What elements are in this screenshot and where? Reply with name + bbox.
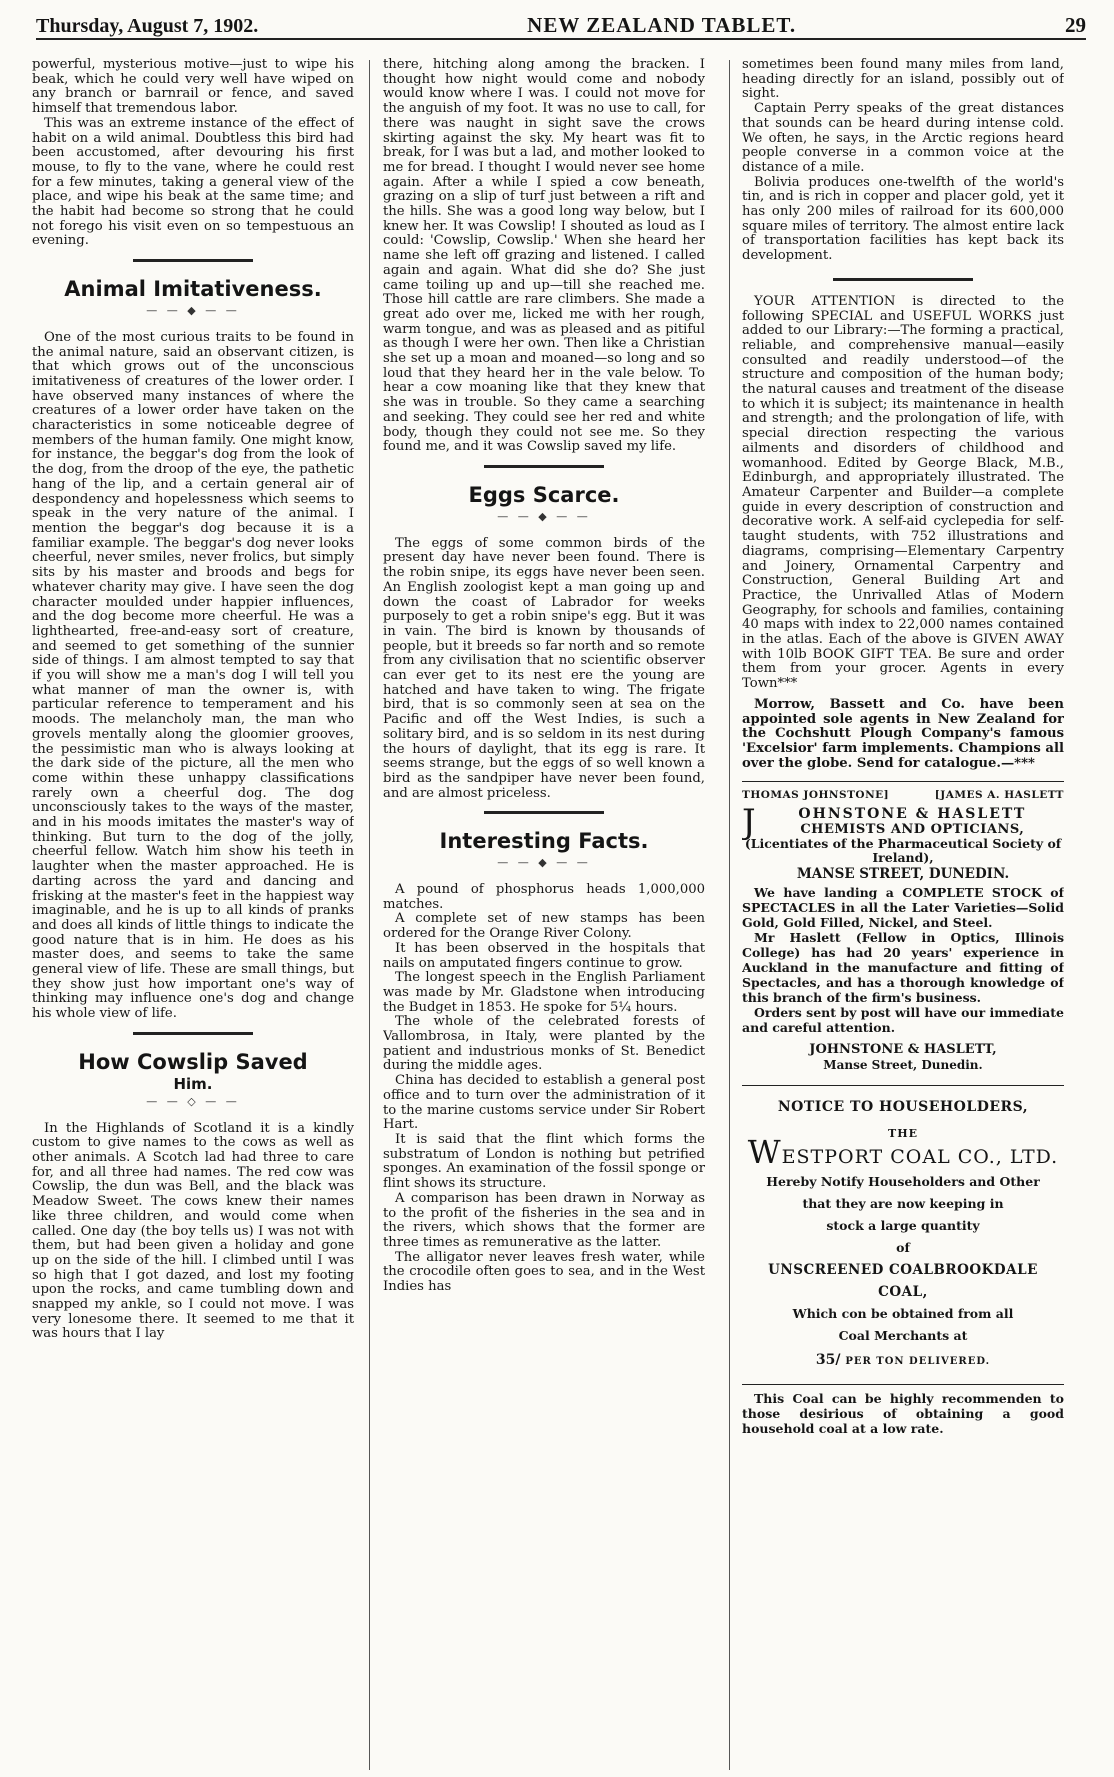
advert-partner-names: [742, 788, 1064, 803]
column-3: [742, 58, 1064, 1770]
fact-paragraph: A pound of phosphorus heads 1,000,000 matches.: [383, 882, 705, 912]
coal-line: Coal Merchants at: [838, 1327, 968, 1343]
heading-animal-imitativeness: Animal Imitativeness.: [64, 277, 322, 302]
article-paragraph: The eggs of some common birds of the present day have never been found. There is the robin snipe, its eggs have never been seen. An English zoologist kept a man going up and down the coast of Labrador for weeks purposely to get a robin snipe's egg. But it was in vain. The bird is known by thousands of people, but it breeds so far north and so remote from any civilisation that no scientific observer can ever get to its nest ere the young are hatched and have taken to wing. The frigate bird, that is so commonly seen at sea on the Pacific and off the West Indies, is such a solitary bird, and is so seldom in its nest during the hours of daylight, that its egg is rare. It seems strange, but the eggs of so well known a bird as the sandpiper have never been found, and are almost priceless.: [383, 535, 705, 801]
column-divider: [729, 60, 730, 1770]
column-2: [383, 58, 705, 1770]
firm-name: OHNSTONE & HASLETT: [798, 806, 1027, 823]
section-rule: [484, 465, 604, 468]
article-paragraph: powerful, mysterious motive—just to wipe his beak, which he could very well have wiped on any branch or barnrail or fence, and saved himself that tremendous labor.: [32, 58, 354, 117]
coal-line: that they are now keeping in: [802, 1195, 1004, 1211]
article-paragraph: sometimes been found many miles from land, heading directly for an island, possibly out of sight.: [742, 58, 1064, 102]
firm-profession: CHEMISTS AND OPTICIANS,: [800, 821, 1025, 837]
issue-date: Thursday, August 7, 1902.: [36, 15, 259, 37]
fact-paragraph: China has decided to establish a general post office and to turn over the administration of it to the marine customs service under Sir Robert Hart.: [383, 1073, 705, 1133]
coal-product-2: COAL,: [878, 1283, 928, 1300]
newspaper-title: NEW ZEALAND TABLET.: [527, 13, 797, 37]
coal-initial: W: [747, 1133, 782, 1172]
coal-line: Hereby Notify Householders and Other: [766, 1173, 1040, 1189]
fact-paragraph: A comparison has been drawn in Norway as to the profit of the fisheries in the sea and in the rivers, which shows that the former are three times as remunerative as the latter.: [383, 1190, 705, 1250]
advert-firm-name: [742, 802, 1064, 843]
firm-signature: JOHNSTONE & HASLETT,: [809, 1042, 997, 1058]
coal-the: THE: [888, 1126, 918, 1140]
partner-name-right: [JAMES A. HASLETT: [934, 789, 1064, 802]
page-number: 29: [1064, 13, 1086, 37]
coal-recommendation: This Coal can be highly recommenden to those desirious of obtaining a good household coal at a low rate.: [742, 1390, 1064, 1436]
column-divider: [369, 60, 370, 1770]
masthead: [36, 4, 1086, 40]
advert-morrow-bassett: Morrow, Bassett and Co. have been appointed sole agents in New Zealand for the Cochshutt Plough Company's famous 'Excelsior' farm implements. Champions all over the globe. Send for catalogue.—***: [742, 696, 1064, 771]
fact-paragraph: The alligator never leaves fresh water, while the crocodile often goes to sea, and in the West Indies has: [383, 1249, 705, 1295]
ornament-divider: — — ◆ — —: [146, 304, 240, 318]
heading-interesting-facts: Interesting Facts.: [439, 829, 649, 854]
advert-rule: [742, 781, 1064, 782]
heading-eggs-scarce: Eggs Scarce.: [468, 482, 620, 507]
article-paragraph: In the Highlands of Scotland it is a kindly custom to give names to the cows as well as other animals. A Scotch lad had three to care for, and all three had names. The red cow was Cowslip, the dun was Bell, and the black was Meadow Sweet. The cows knew their names like three children, and would come when called. One day (the boy tells us) I was not with them, but had been given a holiday and gone up on the side of the hill. I climbed until I was so high that I got dazed, and lost my footing upon the rocks, and came tumbling down and snapped my ankle, so I could not move. I was very lonesome there. It seemed to me that it was hours that I lay: [32, 1120, 354, 1342]
ornament-divider: — — ◇ — —: [146, 1094, 240, 1108]
fact-paragraph: It has been observed in the hospitals that nails on amputated fingers continue to grow.: [383, 940, 705, 971]
fact-paragraph: It is said that the flint which forms the substratum of London is nothing but petrified sponges. An examination of the fossil sponge or flint shows its structure.: [383, 1132, 705, 1192]
article-paragraph: there, hitching along among the bracken. I thought how night would come and nobody would know where I was. I could not move for the anguish of my foot. It was no use to call, for there was naught in sight save the crows skirting against the sky. My heart was fit to break, for I was but a lad, and mother looked to me for bread. I thought I would never see home again. After a while I spied a cow beneath, grazing on a slip of turf just between a rift and the hills. She was a good long way below, but I knew her. It was Cowslip! I shouted as loud as I could: 'Cowslip, Cowslip.' When she heard her name she left off grazing and listened. I called again and again. What did she do? She just came toiling up and up—till she reached me. Those hill cattle are rare climbers. She made a great ado over me, licked me with her rough, warm tongue, and was as pleased and as pitiful as though I were her own. Then like a Christian she set up a moan and moaned—so long and so loud that they heard her in the vale below. To hear a cow moaning like that they knew that she was in trouble. So they came a searching and seeking. They could see her red and white body, though they could not see me. So they found me, and it was Cowslip saved my life.: [383, 58, 705, 455]
fact-paragraph: A complete set of new stamps has been ordered for the Orange River Colony.: [383, 911, 705, 942]
firm-initial: J: [742, 802, 758, 843]
advert-library-books: YOUR ATTENTION is directed to the following SPECIAL and USEFUL WORKS just added to our Library:—The forming a practical, reliable, and comprehensive manual—easily consulted and readily understood—of the structure and composition of the human body; the natural causes and treatment of the disease to which it is subject; its maintenance in health and strength; and the prolongation of life, with special direction respecting the various ailments and disorders of childhood and womanhood. Edited by George Black, M.B., Edinburgh, and appropriately illustrated. The Amateur Carpenter and Builder—a complete guide in every description of construction and decorative work. A self-aid cyclepedia for self-taught students, with 752 illustrations and diagrams, comprising—Elementary Carpentry and Joinery, Ornamental Carpentry and Construction, General Building Art and Practice, the Unrivalled Atlas of Modern Geography, for schools and families, containing 40 maps with index to 22,000 names contained in the atlas. Each of the above is GIVEN AWAY with 10lb BOOK GIFT TEA. Be sure and order them from your grocer. Agents in every Town***: [742, 293, 1064, 692]
heading-how-cowslip-saved-sub: Him.: [173, 1074, 213, 1093]
firm-haslett-notice: Mr Haslett (Fellow in Optics, Illinois College) has had 20 years' experience in Auckland in the manufacture and fitting of Spectacles, and has a thorough knowledge of this branch of the firm's business.: [742, 930, 1064, 1006]
advert-rule: [742, 1384, 1064, 1385]
section-rule: [484, 811, 604, 814]
firm-licentiates: (Licentiates of the Pharmaceutical Society of Ireland),: [744, 836, 1062, 866]
coal-price: [742, 1353, 1064, 1370]
article-paragraph: This was an extreme instance of the effect of habit on a wild animal. Doubtless this bird had been accustomed, after devouring his first mouse, to fly to the vane, where he could rest for a few minutes, taking a general view of the place, and wipe his beak at the same time; and the habit had become so strong that he could not forego his visit even on so tempestuous an evening.: [32, 115, 354, 249]
section-rule: [833, 278, 973, 281]
coal-notice-lines: [742, 1171, 1064, 1347]
article-paragraph: One of the most curious traits to be found in the animal nature, said an observant citizen, is that which grows out of the unconscious imitativeness of creatures of the lower order. I have observed many instances of where the creatures of a lower order have taken on the characteristics in some noticeable degree of members of the human family. One might know, for instance, the beggar's dog from the look of the dog, from the droop of the eye, the pathetic hang of the lip, and a certain general air of despondency and hopelessness which seems to speak in the very nature of the animal. I mention the beggar's dog because it is a familiar example. The beggar's dog never looks cheerful, never smiles, never frolics, but simply sits by his master and broods and begs for whatever charity may give. I have seen the dog character moulded under happier influences, and the dog become more cheerful. He was a lighthearted, free-and-easy sort of creature, and seemed to get something of the sunnier side of things. I am almost tempted to say that if you will show me a man's dog I will tell you what manner of man the owner is, with particular reference to temperament and his moods. The melancholy man, the man who grovels mentally along the gloomier grooves, the pessimistic man who is always looking at the dark side of the picture, all the men who come within these unhappy classifications rarely own a cheerful dog. The dog unconsciously takes to the ways of the master, and in his moods imitates the master's way of thinking. But turn to the dog of the jolly, cheerful fellow. Watch him show his teeth in laughter when the master approached. He is darting across the yard and dancing and frisking at the master's feet in the happiest way imaginable, and he is up to all kinds of pranks and does all kinds of little things to indicate the good nature that is in him. He does as his master does, and seems to take the same general view of life. These are small things, but they show just how important one's way of thinking may influence one's dog and change his whole view of life.: [32, 329, 354, 1022]
coal-price-amount: 35/: [815, 1351, 841, 1368]
section-rule: [133, 259, 253, 262]
heading-how-cowslip-saved: How Cowslip Saved: [78, 1049, 308, 1074]
ornament-divider: — — ◆ — —: [497, 856, 591, 870]
coal-company: ESTPORT COAL CO., LTD.: [781, 1146, 1059, 1169]
article-paragraph: Bolivia produces one-twelfth of the world's tin, and is rich in copper and placer gold, yet it has only 200 miles of railroad for its 600,000 square miles of territory. The almost entire lack of transportation facilities has kept back its development.: [742, 174, 1064, 264]
notice-title: NOTICE TO HOUSEHOLDERS,: [777, 1098, 1029, 1115]
ornament-divider: — — ◆ — —: [497, 509, 591, 523]
firm-stock-notice: We have landing a COMPLETE STOCK of SPECTACLES in all the Later Varieties—Solid Gold, Gold Filled, Nickel, and Steel.: [742, 885, 1064, 931]
partner-name-left: THOMAS JOHNSTONE]: [742, 789, 890, 802]
fact-paragraph: The longest speech in the English Parliament was made by Mr. Gladstone when introducing the Budget in 1853. He spoke for 5¼ hours.: [383, 970, 705, 1015]
coal-line: stock a large quantity: [826, 1217, 980, 1233]
coal-line: Which con be obtained from all: [792, 1305, 1014, 1321]
article-paragraph: Captain Perry speaks of the great distances that sounds can be heard during intense cold. We often, he says, in the Arctic regions heard people converse in a common voice at the distance of a mile.: [742, 101, 1064, 175]
firm-orders-notice: Orders sent by post will have our immediate and careful attention.: [742, 1005, 1064, 1036]
coal-line: of: [896, 1239, 910, 1255]
firm-street: MANSE STREET, DUNEDIN.: [796, 866, 1010, 883]
section-rule: [133, 1032, 253, 1035]
firm-signature-address: Manse Street, Dunedin.: [823, 1058, 983, 1073]
fact-paragraph: The whole of the celebrated forests of Vallombrosa, in Italy, were planted by the patient and industrious monks of St. Benedict during the middle ages.: [383, 1014, 705, 1074]
column-1: [32, 58, 354, 1770]
coal-product: UNSCREENED COALBROOKDALE: [768, 1261, 1038, 1278]
advert-rule: [742, 1085, 1064, 1086]
coal-price-unit: PER TON DELIVERED.: [845, 1355, 991, 1367]
